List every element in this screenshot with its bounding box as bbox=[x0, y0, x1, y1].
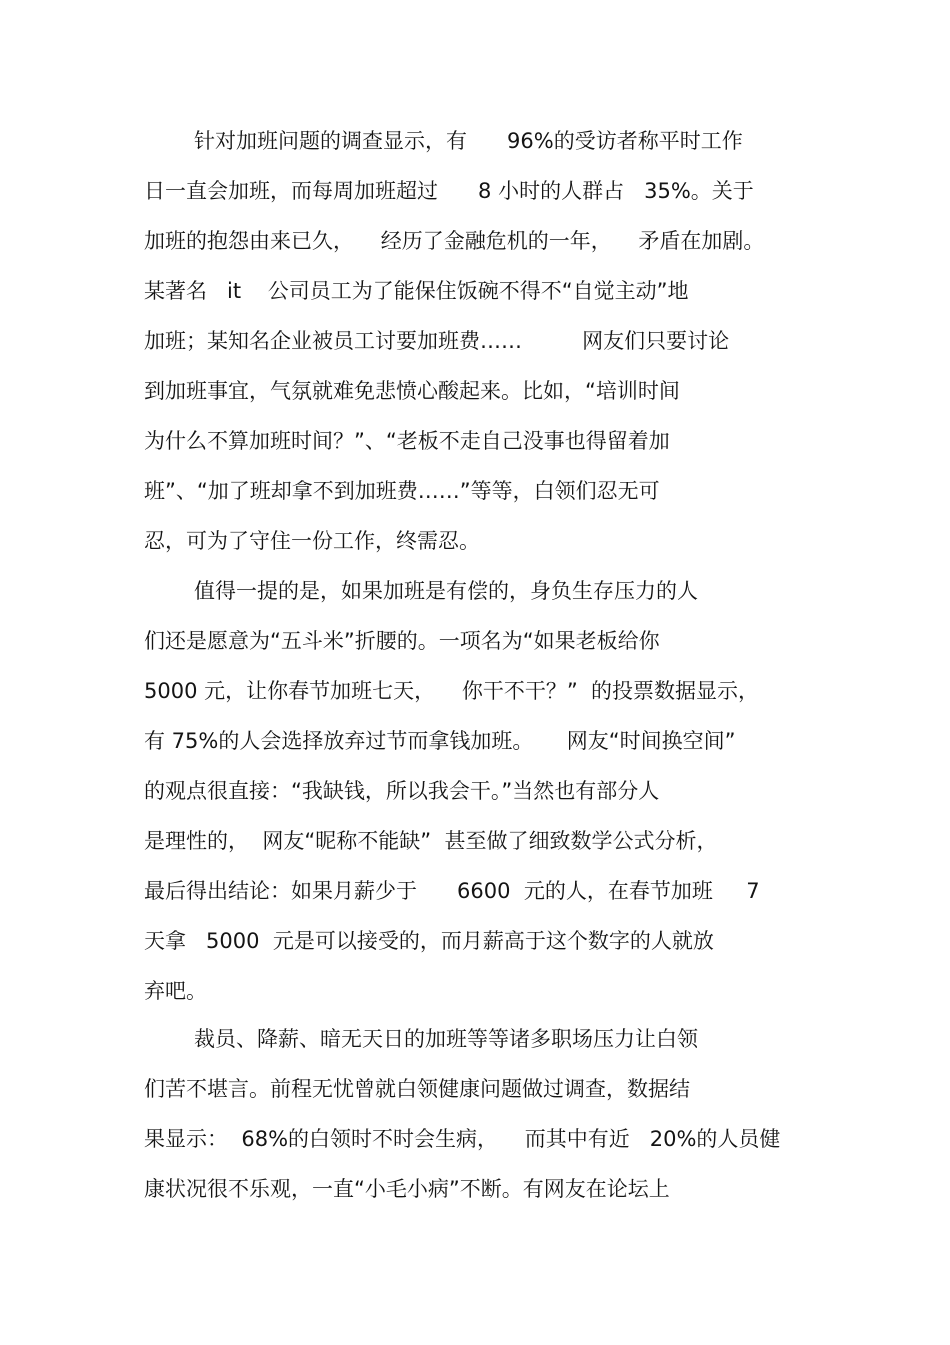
text-line: 天拿 5000 元是可以接受的，而月薪高于这个数字的人就放 bbox=[144, 929, 714, 953]
text-line: 某著名 it 公司员工为了能保住饭碗不得不“自觉主动”地 bbox=[144, 279, 689, 303]
text-line: 日一直会加班，而每周加班超过 8 小时的人群占 35%。关于 bbox=[144, 179, 754, 203]
text-line: 到加班事宜，气氛就难免悲愤心酸起来。比如，“培训时间 bbox=[144, 379, 680, 403]
text-line: 们苦不堪言。前程无忧曾就白领健康问题做过调查，数据结 bbox=[144, 1077, 690, 1101]
text-line: 弃吧。 bbox=[144, 979, 207, 1003]
text-line: 忍，可为了守住一份工作，终需忍。 bbox=[144, 529, 480, 553]
text-line: 针对加班问题的调查显示，有 96%的受访者称平时工作 bbox=[194, 129, 743, 153]
text-line: 加班；某知名企业被员工讨要加班费…… 网友们只要讨论 bbox=[144, 329, 730, 353]
text-line: 有 75%的人会选择放弃过节而拿钱加班。 网友“时间换空间” bbox=[144, 729, 736, 753]
text-line: 康状况很不乐观，一直“小毛小病”不断。有网友在论坛上 bbox=[144, 1177, 670, 1201]
text-line: 最后得出结论：如果月薪少于 6600 元的人，在春节加班 7 bbox=[144, 879, 760, 903]
text-line: 是理性的， 网友“昵称不能缺” 甚至做了细致数学公式分析， bbox=[144, 829, 718, 853]
text-line: 为什么不算加班时间？”、“老板不走自己没事也得留着加 bbox=[144, 429, 670, 453]
text-line: 果显示： 68%的白领时不时会生病， 而其中有近 20%的人员健 bbox=[144, 1127, 781, 1151]
text-line: 裁员、降薪、暗无天日的加班等等诸多职场压力让白领 bbox=[194, 1027, 698, 1051]
text-line: 的观点很直接：“我缺钱，所以我会干。”当然也有部分人 bbox=[144, 779, 660, 803]
text-line: 们还是愿意为“五斗米”折腰的。一项名为“如果老板给你 bbox=[144, 629, 660, 653]
text-line: 班”、“加了班却拿不到加班费……”等等，白领们忍无可 bbox=[144, 479, 660, 503]
text-line: 值得一提的是，如果加班是有偿的，身负生存压力的人 bbox=[194, 579, 698, 603]
text-line: 5000 元，让你春节加班七天， 你干不干？” 的投票数据显示， bbox=[144, 679, 760, 703]
text-line: 加班的抱怨由来已久， 经历了金融危机的一年， 矛盾在加剧。 bbox=[144, 229, 765, 253]
